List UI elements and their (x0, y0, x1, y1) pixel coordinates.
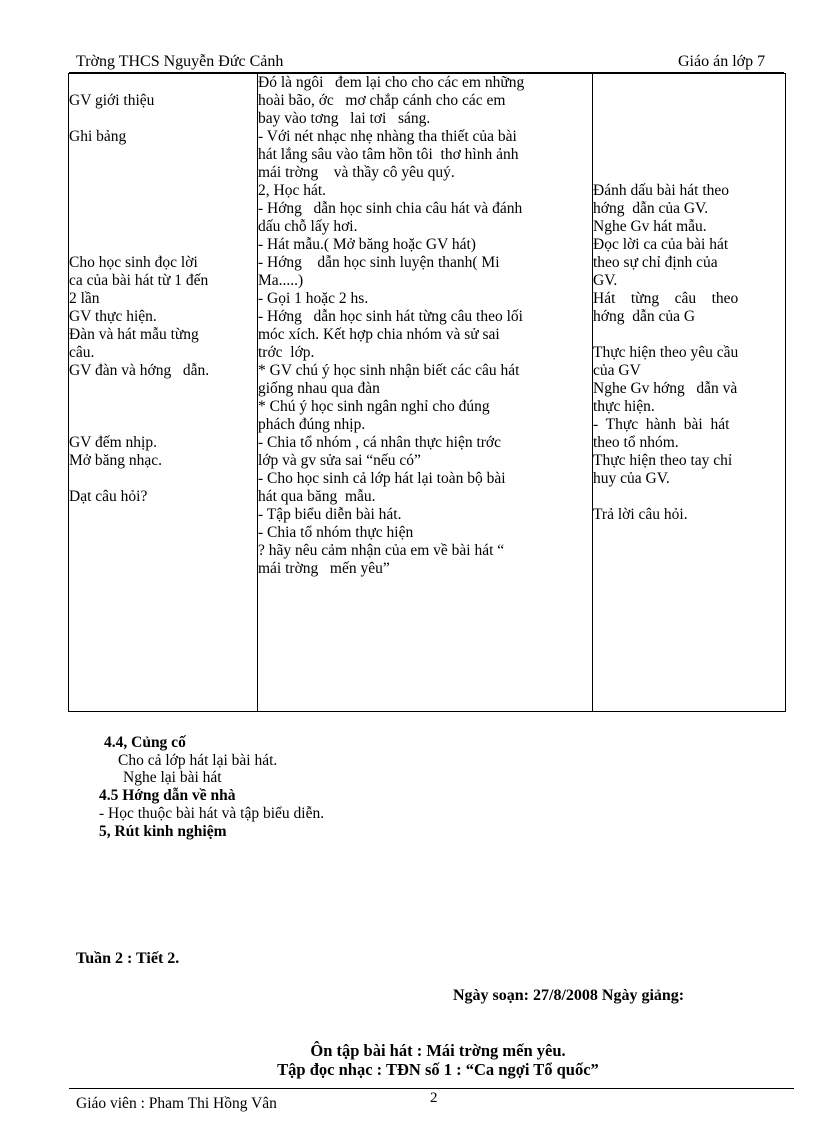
text-line (593, 128, 785, 146)
teacher-activity-cell (69, 74, 258, 712)
text-line: giống nhau qua đàn (258, 380, 380, 397)
text-line: thực hiện. (593, 398, 655, 415)
text-line (593, 164, 785, 182)
lesson-content-cell (258, 74, 593, 712)
text-line: mái trờng và thầy cô yêu quý. (258, 164, 455, 181)
text-line: hoài bão, ớc mơ chắp cánh cho các em (258, 92, 506, 109)
week-lesson-label: Tuần 2 : Tiết 2. (76, 950, 180, 967)
text-line: - Hớng dẫn học sinh chia câu hát và đánh (258, 200, 523, 217)
text-line (69, 380, 257, 398)
text-line: Trả lời câu hỏi. (593, 506, 688, 523)
text-line (69, 182, 257, 200)
student-activity-list (593, 74, 785, 524)
student-activity-cell (593, 74, 786, 712)
lesson-content-list (258, 74, 592, 578)
text-line: dấu chỗ lấy hơi. (258, 218, 358, 235)
homework-heading: 4.5 Hớng dẫn về nhà (99, 787, 236, 804)
text-line: Nghe Gv hát mẫu. (593, 218, 707, 235)
text-line: Đánh dấu bài hát theo (593, 182, 730, 199)
text-line (69, 74, 257, 92)
text-line: Đàn và hát mẫu từng (69, 326, 199, 343)
text-line: - Cho học sinh cả lớp hát lại toàn bộ bài (258, 470, 506, 487)
footer-teacher: Giáo viên : Pham Thi Hồng Vân (76, 1095, 277, 1112)
page-number: 2 (430, 1090, 438, 1106)
text-line: GV đàn và hớng dẫn. (69, 362, 210, 379)
text-line: Cho học sinh đọc lời (69, 254, 198, 271)
text-line (69, 416, 257, 434)
text-line: * GV chú ý học sinh nhận biết các câu hát (258, 362, 520, 379)
homework-line: - Học thuộc bài hát và tập biểu diễn. (99, 805, 325, 822)
text-line (69, 164, 257, 182)
consolidation-line: Nghe lại bài hát (123, 769, 222, 786)
text-line: Mở băng nhạc. (69, 452, 162, 469)
text-line: hát lắng sâu vào tâm hồn tôi thơ hình ảnh (258, 146, 519, 163)
text-line: - Chia tổ nhóm , cá nhân thực hiện trớc (258, 434, 502, 451)
consolidation-line: Cho cả lớp hát lại bài hát. (118, 752, 278, 769)
lesson-table (68, 73, 786, 712)
text-line (69, 470, 257, 488)
text-line: bay vào tơng lai tơi sáng. (258, 110, 431, 127)
text-line: Thực hiện theo tay chỉ (593, 452, 733, 469)
text-line: hớng dẫn của G (593, 308, 696, 325)
text-line: ? hãy nêu cảm nhận của em về bài hát “ (258, 542, 505, 559)
lesson-title-review: Ôn tập bài hát : Mái trờng mến yêu. (310, 1041, 566, 1060)
text-line (69, 398, 257, 416)
text-line (593, 74, 785, 92)
lesson-dates: Ngày soạn: 27/8/2008 Ngày giảng: (453, 987, 685, 1004)
text-line: theo sự chỉ định của (593, 254, 718, 271)
text-line (593, 110, 785, 128)
text-line: GV. (593, 272, 618, 289)
text-line: ca của bài hát từ 1 đến (69, 272, 209, 289)
text-line: - Chia tổ nhóm thực hiện (258, 524, 414, 541)
text-line: hát qua băng mẫu. (258, 488, 376, 505)
text-line: - Thực hành bài hát (593, 416, 730, 433)
school-name: Trờng THCS Nguyễn Đức Cảnh (76, 53, 284, 70)
text-line: trớc lớp. (258, 344, 315, 361)
text-line: - Tập biểu diễn bài hát. (258, 506, 402, 523)
text-line: mái trờng mến yêu” (258, 560, 390, 577)
text-line: - Hớng dẫn học sinh luyện thanh( Mi (258, 254, 500, 271)
text-line (593, 92, 785, 110)
text-line: Đọc lời ca của bài hát (593, 236, 729, 253)
text-line: - Với nét nhạc nhẹ nhàng tha thiết của bài (258, 128, 517, 145)
text-line: Ghi bảng (69, 128, 127, 145)
class-label: Giáo án lớp 7 (678, 53, 766, 70)
text-line: Nghe Gv hớng dẫn và (593, 380, 738, 397)
text-line: GV đếm nhịp. (69, 434, 157, 451)
text-line (69, 236, 257, 254)
text-line (593, 146, 785, 164)
text-line: GV giới thiệu (69, 92, 155, 109)
text-line (69, 200, 257, 218)
text-line (69, 146, 257, 164)
text-line: lớp và gv sửa sai “nếu có” (258, 452, 421, 469)
lesson-title-sight-reading: Tập đọc nhạc : TĐN số 1 : “Ca ngợi Tổ quốc” (277, 1060, 599, 1079)
text-line: phách đúng nhịp. (258, 416, 366, 433)
text-line (593, 326, 785, 344)
text-line: - Gọi 1 hoặc 2 hs. (258, 290, 369, 307)
text-line: theo tổ nhóm. (593, 434, 679, 451)
experience-heading: 5, Rút kinh nghiệm (99, 823, 227, 840)
teacher-activity-list (69, 74, 257, 506)
text-line: Thực hiện theo yêu cầu (593, 344, 739, 361)
consolidation-heading: 4.4, Củng cố (104, 734, 186, 751)
text-line: Dạt câu hỏi? (69, 488, 148, 505)
text-line (69, 110, 257, 128)
text-line: câu. (69, 344, 95, 361)
text-line: - Hát mẫu.( Mở băng hoặc GV hát) (258, 236, 476, 253)
text-line: 2 lần (69, 290, 100, 307)
text-line: * Chú ý học sinh ngân nghỉ cho đúng (258, 398, 490, 415)
text-line: 2, Học hát. (258, 182, 327, 199)
text-line: huy của GV. (593, 470, 670, 487)
text-line: Hát từng câu theo (593, 290, 739, 307)
text-line (593, 488, 785, 506)
text-line: hớng dẫn của GV. (593, 200, 709, 217)
text-line: của GV (593, 362, 641, 379)
footer-rule (69, 1088, 794, 1089)
text-line: GV thực hiện. (69, 308, 157, 325)
table-row (69, 74, 786, 712)
text-line: Ma.....) (258, 272, 304, 289)
text-line: Đó là ngôi đem lại cho cho các em những (258, 74, 525, 91)
text-line: - Hớng dẫn học sinh hát từng câu theo lối (258, 308, 523, 325)
text-line (69, 218, 257, 236)
text-line: móc xích. Kết hợp chia nhóm và sử sai (258, 326, 500, 343)
